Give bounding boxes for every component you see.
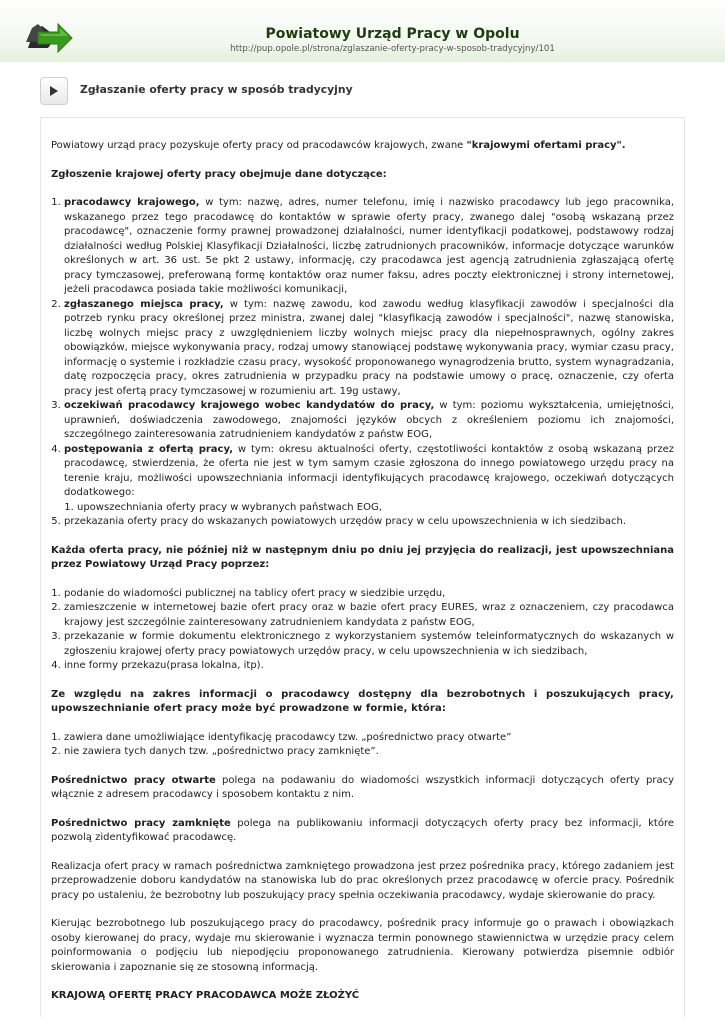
zgloszenie-list	[51, 196, 674, 530]
item-bold: postępowania z ofertą pracy,	[64, 443, 234, 455]
otwarte-text: polega na podawaniu do wiadomości wszystkich informacji dotyczących oferty pracy włącznie z adresem pracodawcy i sposobem kontaktu z nim.	[51, 774, 674, 800]
item-bold: oczekiwań pracodawcy krajowego wobec kandydatów do pracy,	[64, 400, 435, 411]
item-text: w tym: nazwę zawodu, kod zawodu według klasyfikacji zawodów i specjalności dla potrzeb rynku pracy określonej przez ministra, zwanej dalej "klasyfikacją zawodów i specjalności", nazwę stanowiska, liczbę wolnych miejsc pracy z uwzględnieniem liczby wolnych miejsc pracy dla niepełnosprawnych, ogólny zakres obowiązków, miejsce wykonywania pracy, rodzaj umowy stanowiącej podstawę wykonywania pracy, wymiar czasu pracy, informację o systemie i rozkładzie czasu pracy, wysokość proponowanego wynagrodzenia brutto, system wynagradzania, datę rozpoczęcia pracy, okres zatrudnienia w przypadku pracy na podstawie umowy o pracę, oznaczenie, czy oferta pracy jest ofertą pracy tymczasowej w rozumieniu art. 19g ustawy,	[64, 298, 675, 397]
zamkniete-paragraph	[51, 817, 674, 846]
list-item	[64, 298, 674, 400]
item-text: w tym: nazwę, adres, numer telefonu, imię i nazwisko pracodawcy lub jego pracownika, wskazanego przez tego pracodawcę do kontaktów w sprawie oferty pracy, zwanego dalej "osobą wskazaną przez pracodawcę", oznaczenie formy prawnej prowadzonej działalności, numer identyfikacji podatkowej, podstawowy rodzaj działalności według Polskiej Klasyfikacji Działalności, liczbę zatrudnionych pracowników, informacje dotyczące warunków określonych w art. 36 ust. 5e pkt 2 ustawy, informację, czy pracodawca jest agencją zatrudnienia zgłaszającą ofertę pracy tymczasowej, preferowaną formę kontaktów oraz numer faksu, adres poczty elektronicznej i strony internetowej, jeżeli pracodawca posiada takie możliwości komunikacji,	[64, 197, 674, 295]
zgloszenie-heading-text: Zgłoszenie krajowej oferty pracy obejmuje dane dotyczące:	[51, 168, 387, 180]
item-text: w tym: poziomu wykształcenia, umiejętności, uprawnień, doświadczenia zawodowego, znajomości języków obcych z określeniem poziomu ich znajomości, szczególnego zainteresowania zatrudnieniem kandydatów z państw EOG,	[64, 400, 674, 440]
item-bold: zgłaszanego miejsca pracy,	[64, 298, 224, 310]
upowszechniana-heading-text: Każda oferta pracy, nie później niż w następnym dniu po dniu jej przyjęcia do realizacji, jest upowszechniana przez Powiatowy Urząd Pracy poprzez:	[51, 544, 674, 570]
zakres-heading-text: Ze względu na zakres informacji o pracodawcy dostępny dla bezrobotnych i poszukujących pracy, upowszechnianie ofert pracy może być prowadzone w formie, która:	[51, 688, 674, 714]
site-title[interactable]: Powiatowy Urząd Pracy w Opolu	[265, 26, 520, 42]
zamkniete-text: polega na publikowaniu informacji dotyczących oferty pracy bez informacji, które pozwolą zidentyfikować pracodawcę.	[51, 817, 674, 843]
page-title: Zgłaszanie oferty pracy w sposób tradycyjny	[80, 83, 353, 96]
kierujac-paragraph: Kierując bezrobotnego lub poszukującego pracy do pracodawcy, pośrednik pracy informuje go o prawach i obowiązkach osoby kierowanej do pracy, wydaje mu skierowanie i wyznacza termin ponownego stawiennictwa w urzędzie pracy celem poinformowania o podjęciu lub niepodjęciu proponowanego zatrudnienia. Kierowany potwierdza pisemnie odbiór skierowania i zapoznanie się ze stosowną informacją.	[51, 918, 674, 973]
otwarte-paragraph	[51, 774, 674, 803]
intro-bold: "krajowymi ofertami pracy".	[466, 140, 626, 151]
list-item: 2. nie zawiera tych danych tzw. „pośrednictwo pracy zamknięte”.	[64, 745, 674, 760]
list-item	[64, 196, 674, 298]
item-bold: pracodawcy krajowego,	[64, 197, 200, 208]
upowszechniana-heading	[51, 544, 674, 573]
sub-list	[64, 501, 674, 516]
list-item: 1. podanie do wiadomości publicznej na tablicy ofert pracy w siedzibie urzędu,	[64, 587, 674, 602]
zgloszenie-heading	[51, 168, 674, 183]
play-arrow-icon[interactable]	[40, 77, 68, 105]
krajowa-heading	[51, 989, 674, 1004]
list-item: 4. inne formy przekazu(prasa lokalna, itp).	[64, 659, 674, 674]
list-item	[64, 399, 674, 443]
site-url: http://pup.opole.pl/strona/zglaszanie-oferty-pracy-w-sposob-tradycyjny/101	[230, 44, 555, 54]
item-text: przekazania oferty pracy do wskazanych powiatowych urzędów pracy w celu upowszechnienia w ich siedzibach.	[64, 516, 627, 527]
zamkniete-bold: Pośrednictwo pracy zamknięte	[51, 817, 231, 829]
list-item: 3. przekazanie w formie dokumentu elektronicznego z wykorzystaniem systemów teleinformatycznych do wskazanych w zgłoszeniu krajowej oferty pracy powiatowych urzędów pracy, w celu upowszechnienia w ich siedzibach,	[64, 630, 674, 659]
list-item: 1. zawiera dane umożliwiające identyfikację pracodawcy tzw. „pośrednictwo pracy otwarte”	[64, 731, 674, 746]
sub-list-item: 1. upowszechniania oferty pracy w wybranych państwach EOG,	[77, 501, 674, 516]
intro-text: Powiatowy urząd pracy pozyskuje oferty pracy od pracodawców krajowych, zwane	[51, 140, 467, 151]
list-item: 2. zamieszczenie w internetowej bazie ofert pracy oraz w bazie ofert pracy EURES, wraz z oznaczeniem, czy pracodawca krajowy jest szczególnie zainteresowany zatrudnieniem kandydata z państw EOG,	[64, 601, 674, 630]
intro-paragraph	[51, 139, 674, 154]
zakres-list	[51, 731, 674, 760]
page-heading-bar	[40, 77, 680, 105]
list-item	[64, 515, 674, 530]
upowszechniana-list	[51, 587, 674, 674]
article-content	[40, 117, 685, 1017]
realizacja-paragraph: Realizacja ofert pracy w ramach pośrednictwa zamkniętego prowadzona jest przez pośrednika pracy, którego zadaniem jest przeprowadzenie doboru kandydatów na stanowiska lub do prac określonych przez pracodawcę w ofercie pracy. Pośrednik pracy po ustaleniu, że bezrobotny lub poszukujący pracy spełnia oczekiwania pracodawcy, wydaje skierowanie do pracy.	[51, 860, 674, 901]
item-text: w tym: okresu aktualności oferty, częstotliwości kontaktów z osobą wskazaną przez pracodawcę, stwierdzenia, że oferta nie jest w tym samym czasie zgłoszona do innego powiatowego urzędu pracy na terenie kraju, możliwości upowszechniania informacji identyfikujących pracodawcę krajowego, oczekiwań dotyczących dodatkowego:	[64, 443, 675, 498]
zakres-heading	[51, 688, 674, 717]
otwarte-bold: Pośrednictwo pracy otwarte	[51, 774, 216, 786]
site-header	[0, 0, 725, 62]
list-item	[64, 443, 674, 516]
krajowa-heading-text: KRAJOWĄ OFERTĘ PRACY PRACODAWCA MOŻE ZŁOŻYĆ	[51, 990, 360, 1001]
